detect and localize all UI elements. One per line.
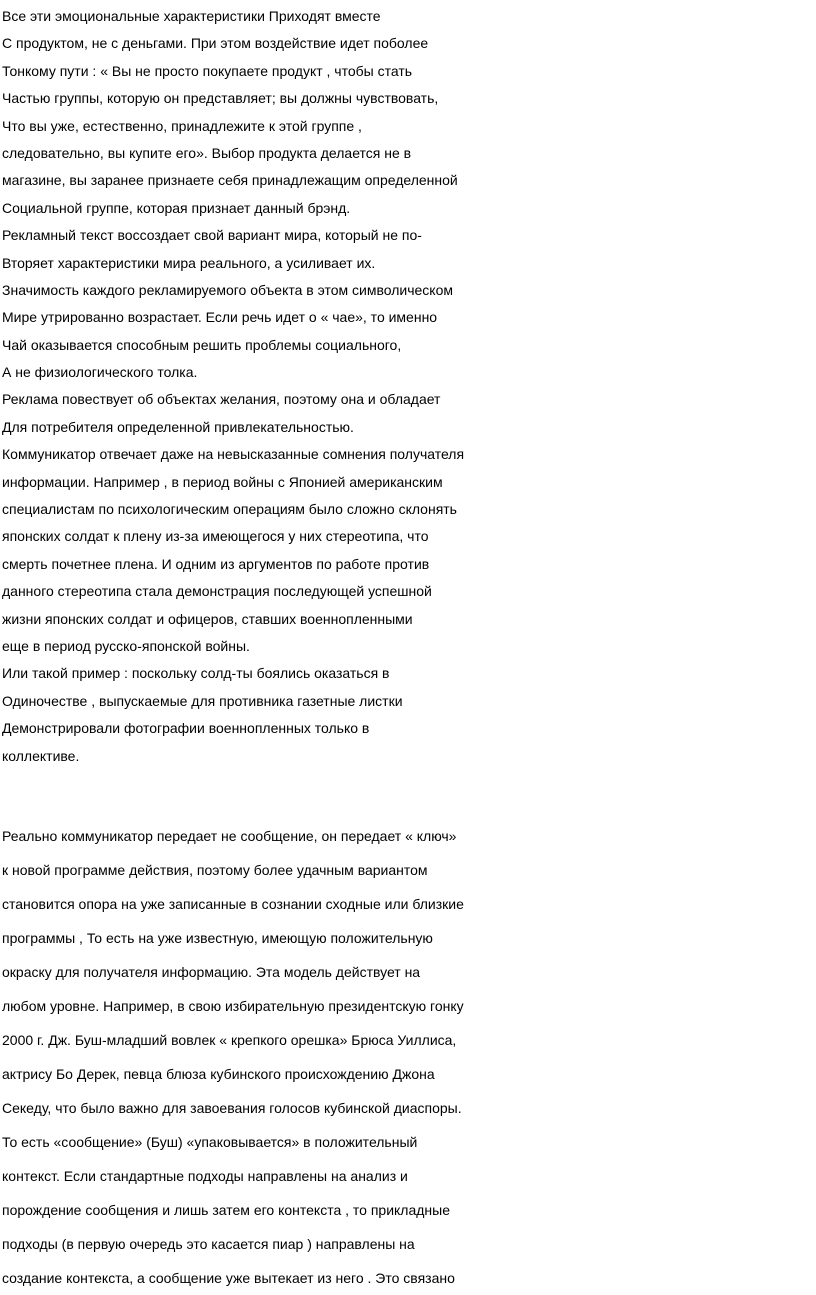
- text-line: Чай оказывается способным решить проблемы социального,: [2, 336, 402, 353]
- text-line: А не физиологического толка.: [2, 364, 198, 381]
- text-line: актрису Бо Дерек, певца блюза кубинского происхождению Джона: [2, 1066, 435, 1082]
- text-line: еще в период русско-японской войны.: [2, 637, 250, 654]
- text-line: магазине, вы заранее признаете себя принадлежащим определенной: [2, 172, 458, 189]
- text-line: коллективе.: [2, 747, 80, 764]
- text-line: Что вы уже, естественно, принадлежите к этой группе ,: [2, 117, 362, 134]
- text-line: Коммуникатор отвечает даже на невысказанные сомнения получателя: [2, 446, 465, 463]
- text-line: Частью группы, которую он представляет; вы должны чувствовать,: [2, 90, 439, 107]
- text-line: Одиночестве , выпускаемые для противника газетные листки: [2, 692, 403, 709]
- text-line: программы , То есть на уже известную, имеющую положительную: [2, 930, 433, 946]
- text-line: Все эти эмоциональные характеристики Приходят вместе: [2, 8, 381, 24]
- text-line: Вторяет характеристики мира реального, а усиливает их.: [2, 254, 376, 271]
- text-line: подходы (в первую очередь это касается пиар ) направлены на: [2, 1236, 415, 1252]
- text-line: То есть «сообщение» (Буш) «упаковывается» в положительный: [2, 1134, 418, 1150]
- text-line: Рекламный текст воссоздает свой вариант мира, который не по-: [2, 227, 422, 244]
- text-line: следовательно, вы купите его». Выбор продукта делается не в: [2, 144, 412, 161]
- text-line: Для потребителя определенной привлекательностью.: [2, 418, 354, 435]
- text-line: специалистам по психологическим операциям было сложно склонять: [2, 501, 457, 518]
- text-line: Или такой пример : поскольку солд-ты боялись оказаться в: [2, 665, 390, 682]
- text-line: Значимость каждого рекламируемого объекта в этом символическом: [2, 281, 453, 298]
- text-line: Социальной группе, которая признает данный брэнд.: [2, 199, 351, 216]
- text-line: С продуктом, не с деньгами. При этом воздействие идет поболее: [2, 35, 429, 52]
- text-line: данного стереотипа стала демонстрация последующей успешной: [2, 583, 432, 600]
- text-line: 2000 г. Дж. Буш-младший вовлек « крепкого орешка» Брюса Уиллиса,: [2, 1032, 457, 1048]
- text-line: Реально коммуникатор передает не сообщение, он передает « ключ»: [2, 828, 457, 844]
- text-line: Мире утрированно возрастает. Если речь идет о « чае», то именно: [2, 309, 438, 326]
- text-line: порождение сообщения и лишь затем его контекста , то прикладные: [2, 1202, 451, 1218]
- text-line: японских солдат к плену из-за имеющегося у них стереотипа, что: [2, 528, 429, 545]
- text-line: контекст. Если стандартные подходы направлены на анализ и: [2, 1168, 408, 1184]
- text-line: любом уровне. Например, в свою избирательную президентскую гонку: [2, 998, 464, 1014]
- text-line: Реклама повествует об объектах желания, поэтому она и обладает: [2, 391, 441, 408]
- text-line: Демонстрировали фотографии военнопленных только в: [2, 720, 370, 737]
- text-line: информации. Например , в период войны с Японией американским: [2, 473, 443, 490]
- text-line: Тонкому пути : « Вы не просто покупаете продукт , чтобы стать: [2, 62, 413, 79]
- text-line: к новой программе действия, поэтому более удачным вариантом: [2, 862, 428, 878]
- text-line: становится опора на уже записанные в сознании сходные или близкие: [2, 896, 464, 912]
- text-line: Секеду, что было важно для завоевания голосов кубинской диаспоры.: [2, 1100, 462, 1116]
- paragraph-block-1: [2, 3, 816, 770]
- text-line: окраску для получателя информацию. Эта модель действует на: [2, 964, 421, 980]
- text-line: создание контекста, а сообщение уже вытекает из него . Это связано: [2, 1270, 455, 1286]
- paragraph-block-2: [2, 819, 816, 1295]
- text-line: смерть почетнее плена. И одним из аргументов по работе против: [2, 555, 430, 572]
- text-line: жизни японских солдат и офицеров, ставших военнопленными: [2, 610, 413, 627]
